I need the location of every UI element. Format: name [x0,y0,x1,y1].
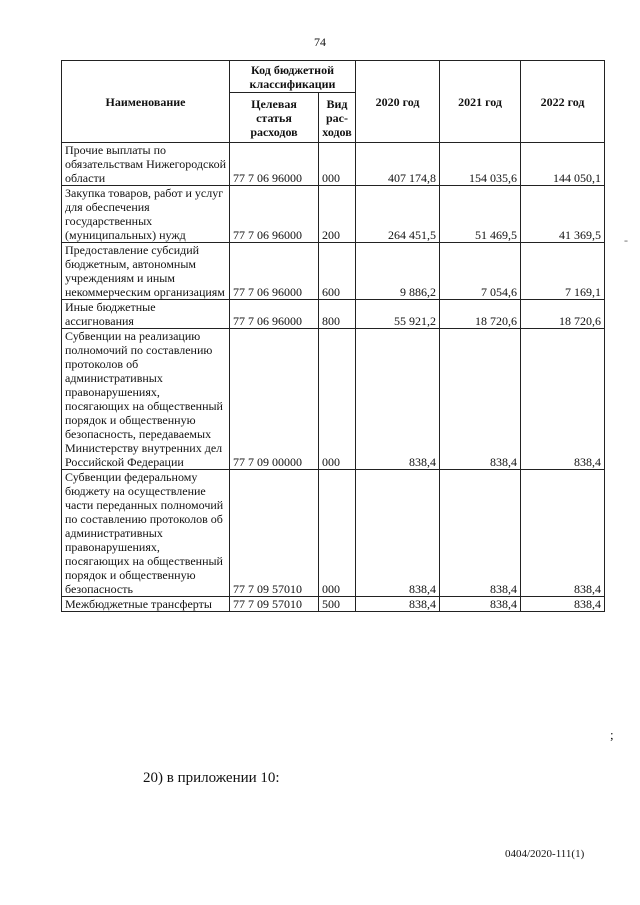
row-2020: 55 921,2 [356,300,440,329]
row-kind: 200 [319,186,356,243]
row-2021: 154 035,6 [440,143,521,186]
row-code: 77 7 06 96000 [230,300,319,329]
margin-mark: ‐ [624,233,628,247]
page-number: 74 [314,35,326,49]
header-target: Целевая статья расходов [230,93,319,143]
row-kind: 000 [319,143,356,186]
table-row [62,597,605,612]
row-name: Иные бюджетные ассигнования [62,300,230,329]
table-row [62,470,605,597]
table-row [62,143,605,186]
row-2021: 838,4 [440,597,521,612]
row-kind: 500 [319,597,356,612]
table-row [62,300,605,329]
row-2020: 407 174,8 [356,143,440,186]
header-name: Наименование [62,61,230,143]
document-code: 0404/2020-111(1) [505,848,585,860]
table-row [62,243,605,300]
header-classification: Код бюджетной классификации [230,61,356,93]
row-2022: 838,4 [521,470,605,597]
row-code: 77 7 06 96000 [230,186,319,243]
row-kind: 800 [319,300,356,329]
row-name: Прочие выплаты по обязательствам Нижегородской области [62,143,230,186]
row-2021: 838,4 [440,329,521,470]
row-2022: 41 369,5 [521,186,605,243]
header-2020: 2020 год [356,61,440,143]
next-item-heading: 20) в приложении 10: [143,770,280,786]
row-name: Межбюджетные трансферты [62,597,230,612]
row-2022: 7 169,1 [521,243,605,300]
row-code: 77 7 09 57010 [230,597,319,612]
row-kind: 600 [319,243,356,300]
row-code: 77 7 06 96000 [230,143,319,186]
row-kind: 000 [319,470,356,597]
row-2020: 838,4 [356,470,440,597]
row-2022: 18 720,6 [521,300,605,329]
row-name: Субвенции федеральному бюджету на осуществление части переданных полномочий по составлению протоколов об административных правонарушениях, посягающих на общественный порядок и общественную безопасность [62,470,230,597]
row-name: Субвенции на реализацию полномочий по составлению протоколов об административных правонарушениях, посягающих на общественный порядок и общественную безопасность, передаваемых Министерству внутренних дел Российской Федерации [62,329,230,470]
row-2022: 838,4 [521,329,605,470]
budget-table [61,60,605,612]
row-2020: 264 451,5 [356,186,440,243]
row-2021: 51 469,5 [440,186,521,243]
row-2020: 838,4 [356,329,440,470]
row-2021: 838,4 [440,470,521,597]
table-row [62,186,605,243]
row-2022: 838,4 [521,597,605,612]
header-2022: 2022 год [521,61,605,143]
row-code: 77 7 06 96000 [230,243,319,300]
header-kind: Вид рас-ходов [319,93,356,143]
trailing-semicolon: ; [610,727,614,742]
row-2020: 838,4 [356,597,440,612]
row-code: 77 7 09 00000 [230,329,319,470]
row-name: Закупка товаров, работ и услуг для обеспечения государственных (муниципальных) нужд [62,186,230,243]
row-2021: 18 720,6 [440,300,521,329]
header-2021: 2021 год [440,61,521,143]
row-2020: 9 886,2 [356,243,440,300]
row-name: Предоставление субсидий бюджетным, автономным учреждениям и иным некоммерческим организациям [62,243,230,300]
row-kind: 000 [319,329,356,470]
row-2021: 7 054,6 [440,243,521,300]
row-2022: 144 050,1 [521,143,605,186]
row-code: 77 7 09 57010 [230,470,319,597]
table-row [62,329,605,470]
